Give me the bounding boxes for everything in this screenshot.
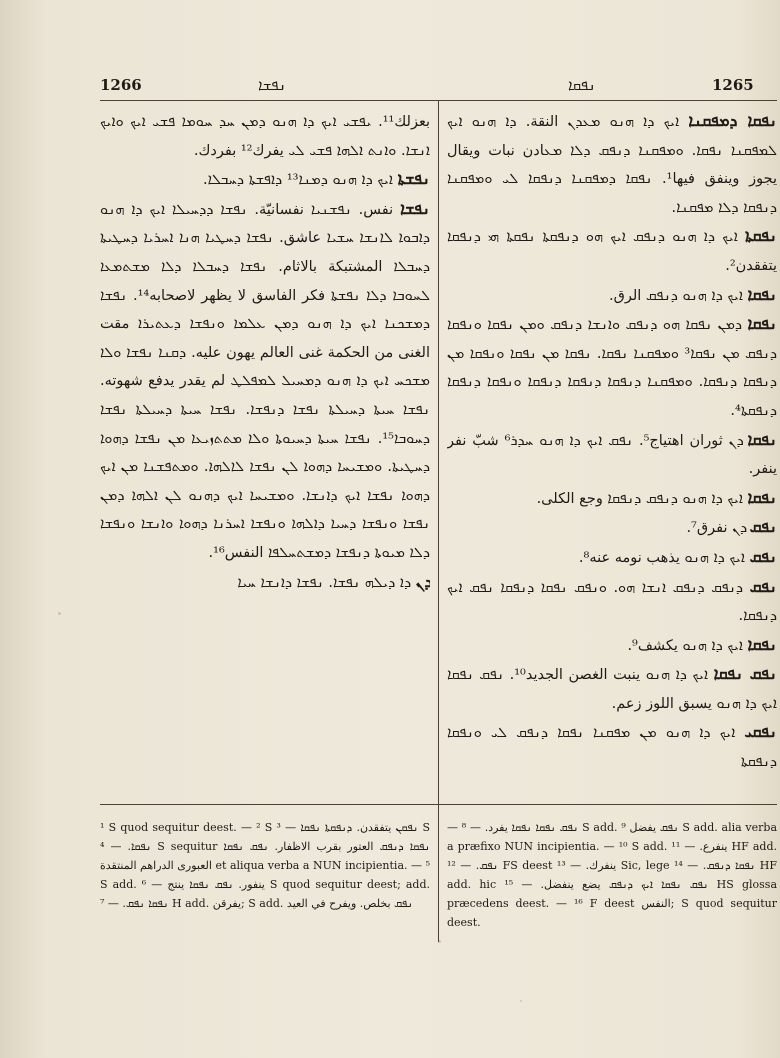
entry-headword: ܢܦܩܐ — [747, 634, 777, 654]
entry-text: ܐܝܟ ܕܐ ܗܢܘ ܡܢ ܡܦܩܢܐ ܢܦܩܐ ܕܢܦܩ ܠܝ ܘܢܦܩܐ ܕܢܦܩܬܐ — [447, 725, 777, 771]
footnote-text: — ܢܦܩ ܢܦܩܐ ܢܦܩܐ يفرد. — ⁸ S add. ܢܦܩ يفضل ⁹ S add. alia verba a præfixo NUN incipientia. — ¹⁰ S add. ينفرع. — ¹¹ HF add. ܢܦܩ. — ¹² FS deest ينفرك. — ¹³ Sic, lege ܢܦܩܐ ܕܢܦܩ. — ¹⁴ HF add. hic ܢܦܩ ܢܦܩܐ ܐܝܟ ܕܢܦܩ يضع ينفضل. — ¹⁵ HS glossa præcedens deest. — ¹⁶ F deest النفس; S quod sequitur deest. — [447, 821, 777, 929]
left-running-head: ܢܦܫܐ — [258, 76, 287, 94]
right-text-column — [447, 107, 777, 795]
dictionary-entry — [100, 107, 430, 165]
entry-text: ܐܝܟ ܕܐ ܗܢܘ ينبت الغصن الجديد¹⁰. ܢܦܩ ܢܦܩܐ ܐܝܟ ܕܐ ܗܢܘ يسبق اللوز زعم. — [447, 667, 777, 712]
entry-text: ܕܡܢ ܢܦܩܐ ܗܘ ܕܢܦܩ ܘܐܢܫܐ ܕܢܦܩ ܘܡܢ ܢܦܩܐ ܘܢܦܩܐ ܕܢܦܩ ܡܢ ܢܦܩܐ³ ܘܡܦܩܢܐ ܢܦܩܐ. ܢܦܩܐ ܡܢ ܢܦܩܐ ܘܢܦܩܐ ܡܢ ܕܢܦܩܐ ܕܢܦܩܐ. ܘܡܦܩܢܐ ܕܢܦܩܐ ܕܢܦܩܐ ܕܢܦܩܐ ܘܢܦܩܐ ܕܢܦܩܐ ܕܢܦܩܬܐ⁴. — [447, 317, 777, 419]
dictionary-entry — [100, 165, 430, 195]
dictionary-entry — [447, 281, 777, 311]
entry-headword: ܢܦܩ ܢܦܩܐ — [713, 664, 777, 684]
left-text-column — [100, 107, 430, 795]
dictionary-entry — [447, 631, 777, 661]
entry-text: ܐܝܟ ܕܐ ܗܢܘ ܕܢܦܩ ܕܢܦܩܐ وجع الكلى. — [536, 490, 743, 507]
dictionary-entry — [447, 107, 777, 222]
dictionary-entry — [100, 195, 430, 568]
entry-text: ܐܝܟ ܕܐ ܗܢܘ ܕܢܦܩ الرق. — [608, 287, 743, 304]
entry-text: ܐܝܟ ܕܐ ܗܢܘ يكشف⁹. — [627, 637, 743, 654]
dictionary-entry — [447, 513, 777, 543]
dictionary-entry — [447, 660, 777, 718]
dictionary-entry — [447, 543, 777, 573]
footnote-divider — [438, 804, 439, 942]
entry-headword: ܢܦܩܝ — [744, 722, 777, 742]
entry-headword: ܢܦܩܐ — [747, 429, 777, 449]
dictionary-entry — [447, 484, 777, 514]
entry-text: ܕܢ ثوران اهتياج⁵. ܢܦܩ ܐܝܟ ܕܐ ܗܢܘ ܚܕܪ⁶ شبّ نفر ينفر. — [447, 432, 777, 478]
right-running-head: ܢܦܩܐ — [568, 76, 596, 94]
entry-headword: ܢܦܩ — [749, 576, 777, 596]
entry-headword: ܢܦܩܬܐ — [745, 226, 777, 246]
entry-text: ܕܐ ܕܝܠܗ ܢܦܫܐ. ܢܦܫܐ ܕܐܢܫܐ ܚܝܐ — [237, 574, 412, 591]
dictionary-entry — [447, 222, 777, 280]
entry-headword: ܢܦܩ — [749, 517, 777, 537]
entry-text: ܐܝܟ ܕܐ ܗܢܘ يذهب نومه عنه⁸. — [578, 549, 746, 566]
footnote-text: ¹ S quod sequitur deest. — ² S ܢܦܩܢ يتفقدن. ܕܢܦܩܬܐ ܢܦܩܐ — ³ S ܢܦܩܐ. — ⁴ S sequitur ܢܦܩܐ ܕܢܦܩ العتور بقرب الاظفار. ܢܦܩ ܢܦܩܐ العبورى الدراهم المنتقدة et aliqua verba a NUN incipientia. — ⁵ S add. ينفور. ܢܦܩ ܢܦܩܐ ينتج — ⁶ S quod sequitur deest; add. ܢܦܩܐ ܢܦܩ. — ⁷ H add. يفرقن; S add. ܢܦܩ بخلص. ويفرح في العيد — [100, 821, 430, 910]
left-footnotes — [100, 818, 430, 938]
entry-text: ܕܢܦܩ ܕܢܦܩ ܐܢܫܐ ܗܘ. ܘܢܦܩ ܢܦܩܐ ܕܢܦܩܐ ܢܦܩ ܐܝܟ ܕܢܦܩܐ. — [447, 579, 777, 625]
column-divider — [438, 100, 439, 804]
entry-headword: ܢܦܩܐ — [747, 284, 777, 304]
dictionary-entry — [447, 573, 777, 631]
dictionary-entry — [447, 718, 777, 776]
paper-stain — [520, 1000, 522, 1002]
entry-text: ܐܝܟ ܕܐ ܗܢܘ ܡܥܕܢ النقة. ܕܐ ܗܢܘ ܐܝܟ ܠܡܦܩܢܐ ܢܦܩܐ. ܘܡܦܩܢܐ ܕܢܦܩ ܕܠܐ ܡܥادن نبات ويقال يجوز وينفق فيها¹. ܢܦܩܐ ܕܡܦܩܢܐ ܕܢܦܩܐ ܠܝ ܘܡܦܩܢܐ ܕܢܦܩܐ ܕܠܐ ܡܦܩܢܐ. — [447, 114, 777, 216]
entry-text: بعزلك¹¹. ܝܦܫܝ ܐܝܟ ܕܐ ܗܢܘ ܕܡܢ ܚܕ ܚܘܡܐ ܦܫܝ ܐܝܟ ܘܐܝܟ ܐܢܫܐ. ܘܐܢܬ ܐܠܗܐ ܦܫܝ ܠܝ يفرك¹² بفردك. — [100, 114, 430, 159]
left-page-number: 1266 — [100, 76, 142, 94]
dictionary-entry — [447, 426, 777, 484]
entry-text: ܕܢ نفرق⁷. — [686, 520, 746, 537]
entry-text: ܐܝܟ ܕܐ ܗܢܘ ܕܢܦܩ ܐܝܟ ܗܘ ܕܢܦܩܬܐ ܢܦܩܬܐ ܗܝ ܕܢܦܩܐ يتفقدن². — [447, 229, 777, 274]
entry-headword: ܢܦܩܐ — [747, 487, 777, 507]
right-footnotes — [447, 818, 777, 938]
paper-stain — [58, 612, 61, 615]
dictionary-entry — [447, 310, 777, 425]
entry-headword: ܢܦܩ — [749, 546, 777, 566]
entry-headword: ܢܦܫܬܐ — [397, 169, 430, 189]
right-page-number: 1265 — [712, 76, 754, 94]
dictionary-entry — [100, 568, 430, 598]
entry-headword: ܢܦܩܐ ܕܡܦܩܢܐ — [688, 111, 777, 130]
entry-headword: ܕܢ — [415, 571, 430, 591]
entry-headword: ܢܦܫܐ — [400, 198, 430, 218]
entry-text: ܐܝܟ ܕܐ ܗܢܘ ܕܡܢܐ¹³ ܕܐܦܫܬܐ ܕܚܒܠܐ. — [202, 172, 393, 189]
entry-text: نفس. ܢܦܫܢܝܐ نفسانيّة. ܢܦܫܐ ܕܕܚܝܠܐ ܐܝܟ ܕܐ ܗܢܘ ܕܐܒܘܐ ܠܐܢܫܐ ܚܫܝܐ عاشق. ܢܦܫܐ ܕܚܛܝܐ ܗܢܐ ܐܚܪܝܐ ܕܚܛܝܬܐ ܕܚܒܠܐ المشتبكة بالاثام. ܢܦܫܐ ܕܚܒܠܐ ܕܠܐ ܡܫܬܡܥܐ ܠܚܘܒܐ ܕܠܐ ܢܦܫܬܐ فكر الفاسق لا يظهر لاصحابه¹⁴. ܢܦܫܐ ܕܡܫܟܢܐ ܐܝܟ ܕܐ ܗܢܘ ܕܡܢ ܥܠܡܐ ܘܢܦܫܐ ܕܥܬܝܪܐ مقت الغنى من الحكمة غنى العالم يهون عليه. ܕܩܢܐ ܢܦܫܐ ܘܠܐ ܡܫܟܚ ܐܝܟ ܕܐ ܗܢܘ ܕܡܚܝܠ ܠܡܦܠܛ لم يقدر يدفع شهوته. ܢܦܫܐ ܚܝܬܐ ܕܚܝܠܬܐ ܢܦܫܐ ܕܢܦܫܐ. ܢܦܫܐ ܚܝܬܐ ܕܚܝܠܬܐ ܢܦܫܐ ܕܚܘܒܐ¹⁵. ܢܦܫܐ ܚܝܬܐ ܕܚܝܘܬܐ ܘܠܐ ܡܬܬܙܝܥܐ ܡܢ ܢܦܫܐ ܕܗܘܐ ܕܚܛܝܬܐ. ܘܡܫܝܚܐ ܕܗܘܐ ܠܢ ܢܦܫܐ ܠܐܠܗܐ. ܘܡܬܦܫܢܐ ܡܢ ܐܝܟ ܕܗܘܐ ܢܦܫܐ ܐܝܟ ܕܐܢܫܐ. ܘܡܫܝܚܐ ܐܝܟ ܕܗܢܘ ܠܢ ܐܠܗܐ ܕܡܢ ܢܦܫܐ ܘܢܦܫܐ ܕܚܝܐ ܕܐܠܗܐ ܘܢܦܫܐ ܐܚܪܢܐ ܕܗܘܐ ܘܐܢܫܐ ܘܢܦܫܐ ܕܠܐ ܡܝܘܬܐ ܕܢܦܫܐ ܕܡܫܬܚܠܦܐ النفس¹⁶. — [100, 201, 430, 561]
entry-headword: ܢܦܩܐ — [747, 314, 777, 334]
